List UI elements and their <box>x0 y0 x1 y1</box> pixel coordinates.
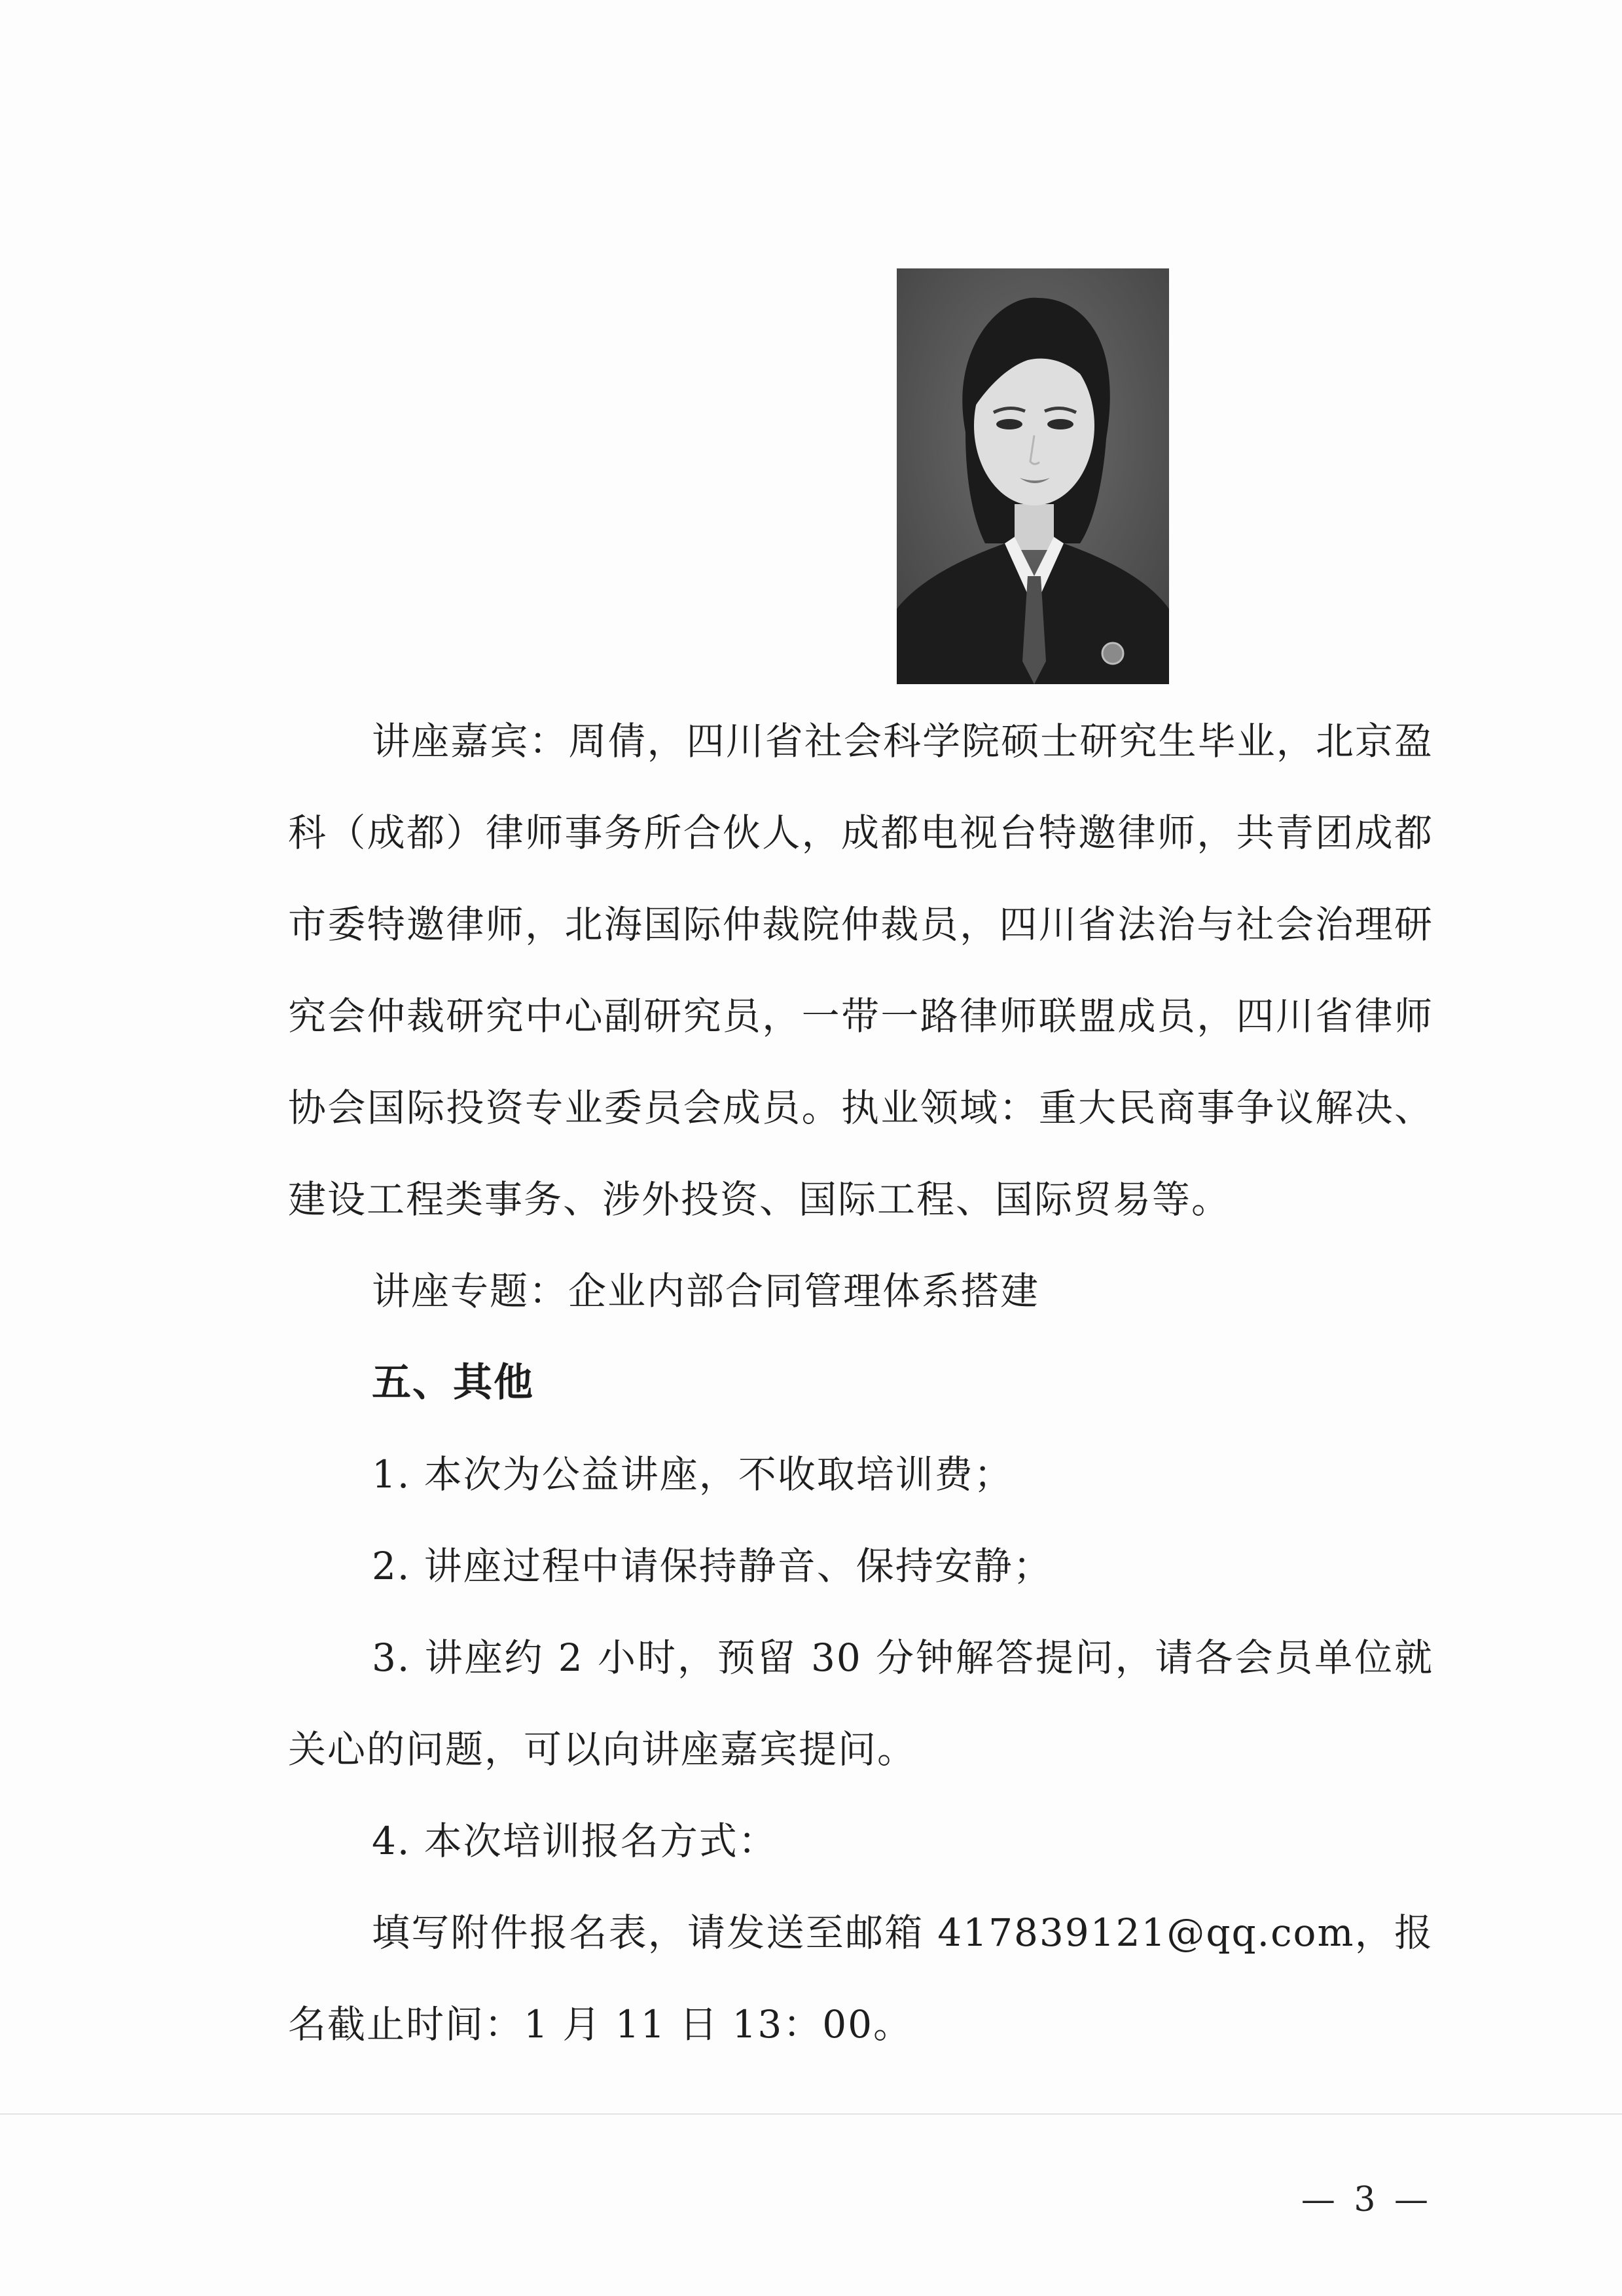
footer-divider <box>0 2113 1622 2115</box>
list-item-fee: 1. 本次为公益讲座，不收取培训费； <box>372 1452 1013 1497</box>
speaker-portrait-photo <box>897 268 1169 684</box>
guest-intro-paragraph: 讲座嘉宾：周倩，四川省社会科学院硕士研究生毕业，北京盈科（成都）律师事务所合伙人，成都电视台特邀律师，共青团成都市委特邀律师，北海国际仲裁院仲裁员，四川省法治与社会治理研究会仲裁研究中心副研究员，一带一路律师联盟成员，四川省律师协会国际投资专业委员会成员。执业领域：重大民商事争议解决、建设工程类事务、涉外投资、国际工程、国际贸易等。 <box>288 719 1433 1222</box>
list-item-registration: 4. 本次培训报名方式： <box>372 1819 778 1863</box>
lecture-topic-paragraph: 讲座专题：企业内部合同管理体系搭建 <box>372 1269 1040 1313</box>
portrait-illustration <box>897 268 1169 684</box>
page-number: — 3 — <box>1301 2180 1432 2219</box>
document-body <box>288 695 1433 2070</box>
list-item-silence: 2. 讲座过程中请保持静音、保持安静； <box>372 1544 1053 1588</box>
list-item-duration: 3. 讲座约 2 小时，预留 30 分钟解答提问，请各会员单位就关心的问题，可以向讲座嘉宾提问。 <box>288 1635 1433 1772</box>
registration-details-paragraph: 填写附件报名表，请发送至邮箱 417839121@qq.com，报名截止时间：1 月 11 日 13：00。 <box>288 1910 1433 2047</box>
section-heading-other: 五、其他 <box>372 1360 534 1406</box>
